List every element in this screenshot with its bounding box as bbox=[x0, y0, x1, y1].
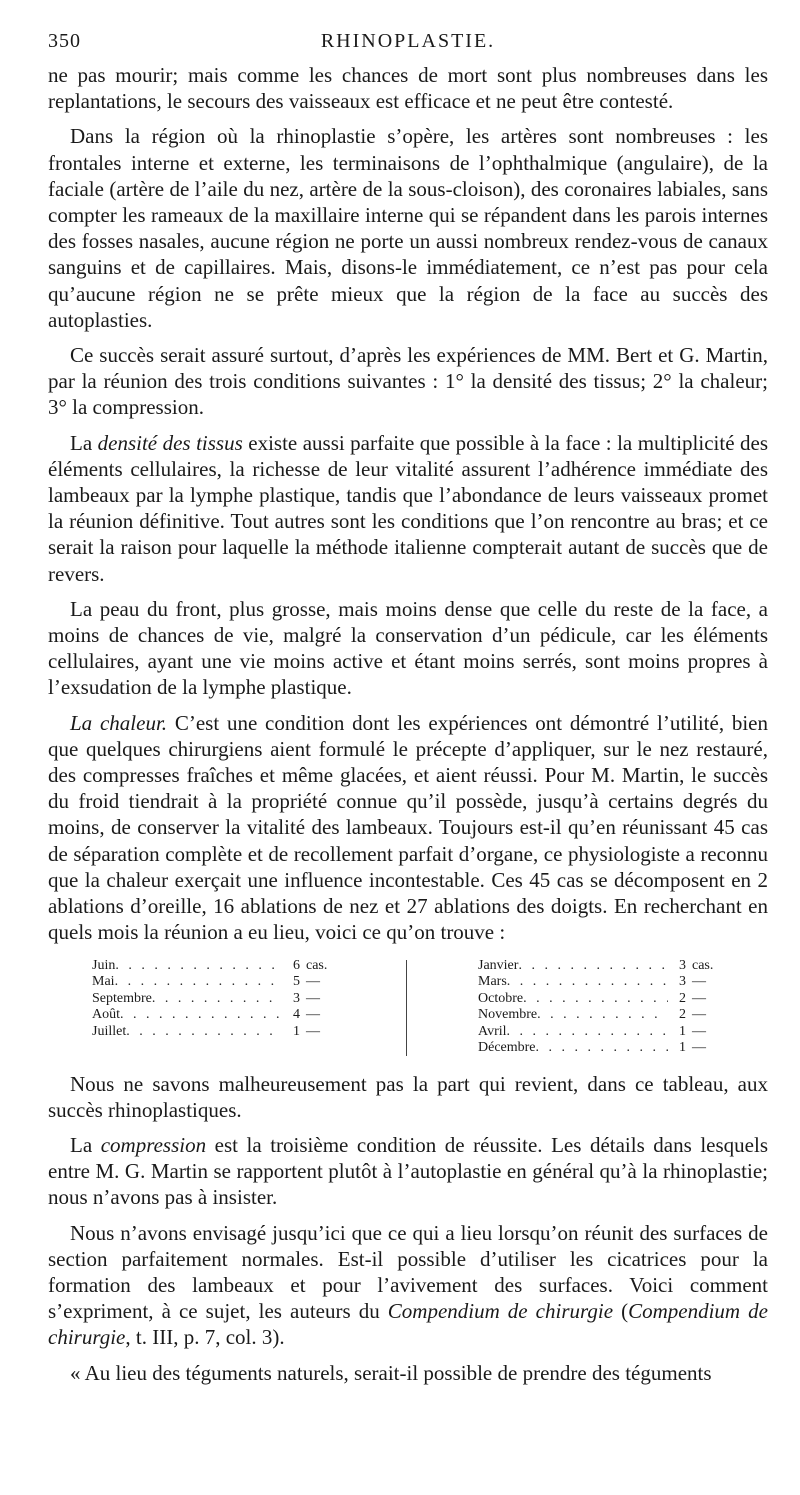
case-unit: — bbox=[692, 990, 706, 1006]
paragraph-8-emphasis: compression bbox=[100, 1132, 207, 1157]
month-label: Juillet bbox=[92, 1023, 127, 1039]
paragraph-4-lead: La bbox=[70, 430, 98, 455]
month-table-row bbox=[92, 991, 342, 1008]
paragraph-9 bbox=[48, 1220, 768, 1351]
leader-dots bbox=[518, 958, 668, 975]
case-count: 1 bbox=[679, 1023, 686, 1039]
paragraph-9-citation-2: Compendium de chirurgie bbox=[48, 1299, 768, 1350]
month-table-left-column bbox=[92, 958, 342, 1057]
month-label: Mars bbox=[478, 974, 507, 989]
leader-dots bbox=[537, 1007, 668, 1024]
month-table bbox=[92, 958, 728, 1057]
case-unit: — bbox=[306, 990, 320, 1006]
leader-dots bbox=[523, 991, 668, 1008]
paragraph-9-body: Nous n’avons envisagé jusqu’ici que ce qui a lieu lorsqu’on réunit des surfaces de section parfaitement normales. Est-il possible d’utiliser les cicatrices pour la formation des lambeaux et pour l’avivement des surfaces. Voici comment s’expriment, à ce sujet, les auteurs du bbox=[48, 1220, 768, 1324]
paragraph-10: « Au lieu des téguments naturels, serait-il possible de prendre des téguments bbox=[70, 1360, 712, 1385]
month-table-row bbox=[92, 1024, 342, 1041]
running-title: RHINOPLASTIE. bbox=[320, 30, 496, 52]
paragraph-6 bbox=[48, 710, 768, 946]
case-count: 1 bbox=[679, 1040, 686, 1055]
case-count: 5 bbox=[293, 974, 300, 989]
paragraph-4-body: existe aussi parfaite que possible à la face : la multiplicité des éléments cellulaires, la richesse de leur vitalité assurent l’adhérence immédiate des lambeaux par la lymphe plastique, tandis que l’abondance de leurs vaisseaux promet la réunion définitive. Tout autres sont les conditions que l’on rencontre au bras; et ce serait la raison pour laquelle la méthode italienne compterait autant de succès que de revers. bbox=[48, 430, 768, 586]
paragraph-8-body: est la troisième condition de réussite. Les détails dans lesquels entre M. G. Martin se rapportent plutôt à l’autoplastie en général qu’à la rhinoplastie; nous n’avons pas à insister. bbox=[48, 1132, 768, 1210]
month-table-row bbox=[92, 958, 342, 975]
case-count: 1 bbox=[293, 1023, 300, 1039]
case-count: 3 bbox=[293, 990, 300, 1006]
month-label: Août bbox=[92, 1007, 120, 1022]
month-table-divider bbox=[406, 960, 407, 1056]
month-label: Avril bbox=[478, 1023, 507, 1039]
month-label: Novembre bbox=[478, 1007, 538, 1022]
case-count: 2 bbox=[679, 990, 686, 1006]
month-label: Mai bbox=[92, 974, 115, 989]
case-unit: — bbox=[692, 1007, 706, 1022]
case-unit: cas. bbox=[306, 957, 328, 973]
case-count: 4 bbox=[293, 1007, 300, 1022]
leader-dots bbox=[152, 991, 282, 1008]
leader-dots bbox=[507, 1024, 668, 1041]
month-table-row bbox=[478, 991, 728, 1008]
month-table-right-column bbox=[478, 958, 728, 1057]
month-table-row bbox=[478, 958, 728, 975]
case-count: 6 bbox=[293, 957, 300, 973]
case-unit: — bbox=[692, 1023, 706, 1039]
case-unit: cas. bbox=[692, 957, 714, 973]
paragraph-9-paren: ( bbox=[613, 1299, 629, 1324]
case-count: 2 bbox=[679, 1007, 686, 1022]
month-table-row bbox=[478, 974, 728, 991]
month-label: Janvier bbox=[478, 957, 519, 973]
book-page bbox=[48, 28, 768, 1395]
paragraph-8-lead: La bbox=[70, 1132, 101, 1157]
paragraph-8 bbox=[48, 1132, 768, 1211]
month-table-row bbox=[92, 974, 342, 991]
month-table-row bbox=[478, 1007, 728, 1024]
month-table-row bbox=[92, 1007, 342, 1024]
paragraph-9-reference: , t. III, p. 7, col. 3). bbox=[125, 1325, 285, 1350]
paragraph-7: Nous ne savons malheureusement pas la part qui revient, dans ce tableau, aux succès rhinoplastiques. bbox=[48, 1071, 768, 1122]
leader-dots bbox=[115, 958, 282, 975]
month-table-row bbox=[478, 1040, 728, 1057]
month-label: Octobre bbox=[478, 990, 524, 1006]
paragraph-9-citation: Compendium de chirurgie bbox=[387, 1299, 614, 1324]
case-unit: — bbox=[306, 974, 320, 989]
case-count: 3 bbox=[679, 957, 686, 973]
month-table-row bbox=[478, 1024, 728, 1041]
paragraph-5: La peau du front, plus grosse, mais moins dense que celle du reste de la face, a moins de chances de vie, malgré la conservation d’un pédicule, car les éléments cellulaires, ayant une vie moins active et étant moins serrés, sont moins propres à l’exsudation de la lymphe plastique. bbox=[48, 596, 768, 700]
leader-dots bbox=[536, 1040, 668, 1057]
case-count: 3 bbox=[679, 974, 686, 989]
month-label: Décembre bbox=[478, 1040, 536, 1055]
case-unit: — bbox=[692, 1040, 706, 1055]
case-unit: — bbox=[692, 974, 706, 989]
leader-dots bbox=[115, 974, 282, 991]
leader-dots bbox=[507, 974, 668, 991]
paragraph-3: Ce succès serait assuré surtout, d’après les expériences de MM. Bert et G. Martin, par la réunion des trois conditions suivantes : 1° la densité des tissus; 2° la chaleur; 3° la compression. bbox=[48, 343, 768, 420]
leader-dots bbox=[126, 1024, 282, 1041]
case-unit: — bbox=[306, 1007, 320, 1022]
paragraph-4 bbox=[48, 430, 768, 587]
leader-dots bbox=[120, 1007, 282, 1024]
month-label: Juin bbox=[92, 957, 116, 973]
month-label: Septembre bbox=[92, 990, 152, 1006]
paragraph-6-body: C’est une condition dont les expériences ont démontré l’utilité, bien que quelques chirurgiens aient formulé le précepte d’appliquer, sur le nez restauré, des compresses fraîches et même glacées, et aient réussi. Pour M. Martin, le succès du froid tiendrait à la propriété connue qu’il possède, jusqu’à certains degrés du moins, de conserver la vitalité des lambeaux. Toujours est-il qu’en réunissant 45 cas de séparation complète et de recollement parfait d’organe, ce physiologiste a reconnu que la chaleur exerçait une influence incontestable. Ces 45 cas se décomposent en 2 ablations d’oreille, 16 ablations de nez et 27 ablations des doigts. En recherchant en quels mois la réunion a eu lieu, voici ce qu’on trouve : bbox=[48, 710, 769, 945]
paragraph-1: ne pas mourir; mais comme les chances de mort sont plus nombreuses dans les replantations, le secours des vaisseaux est efficace et ne peut être contesté. bbox=[48, 63, 768, 114]
page-header bbox=[48, 28, 768, 62]
case-unit: — bbox=[306, 1023, 320, 1039]
page-number: 350 bbox=[48, 30, 81, 52]
paragraph-2: Dans la région où la rhinoplastie s’opère, les artères sont nombreuses : les frontales interne et externe, les terminaisons de l’ophthalmique (angulaire), de la faciale (artère de l’aile du nez, artère de la sous-cloison), des coronaires labiales, sans compter les rameaux de la maxillaire interne qui se répandent dans les parois internes des fosses nasales, aucune région ne porte un aussi nombreux rendez-vous de canaux sanguins et de capillaires. Mais, disons-le immédiatement, ce n’est pas pour cela qu’aucune région ne se prête mieux que la région de la face au succès des autoplasties. bbox=[48, 124, 768, 332]
paragraph-4-emphasis: densité des tissus bbox=[97, 430, 243, 455]
paragraph-6-emphasis: La chaleur. bbox=[70, 710, 168, 735]
